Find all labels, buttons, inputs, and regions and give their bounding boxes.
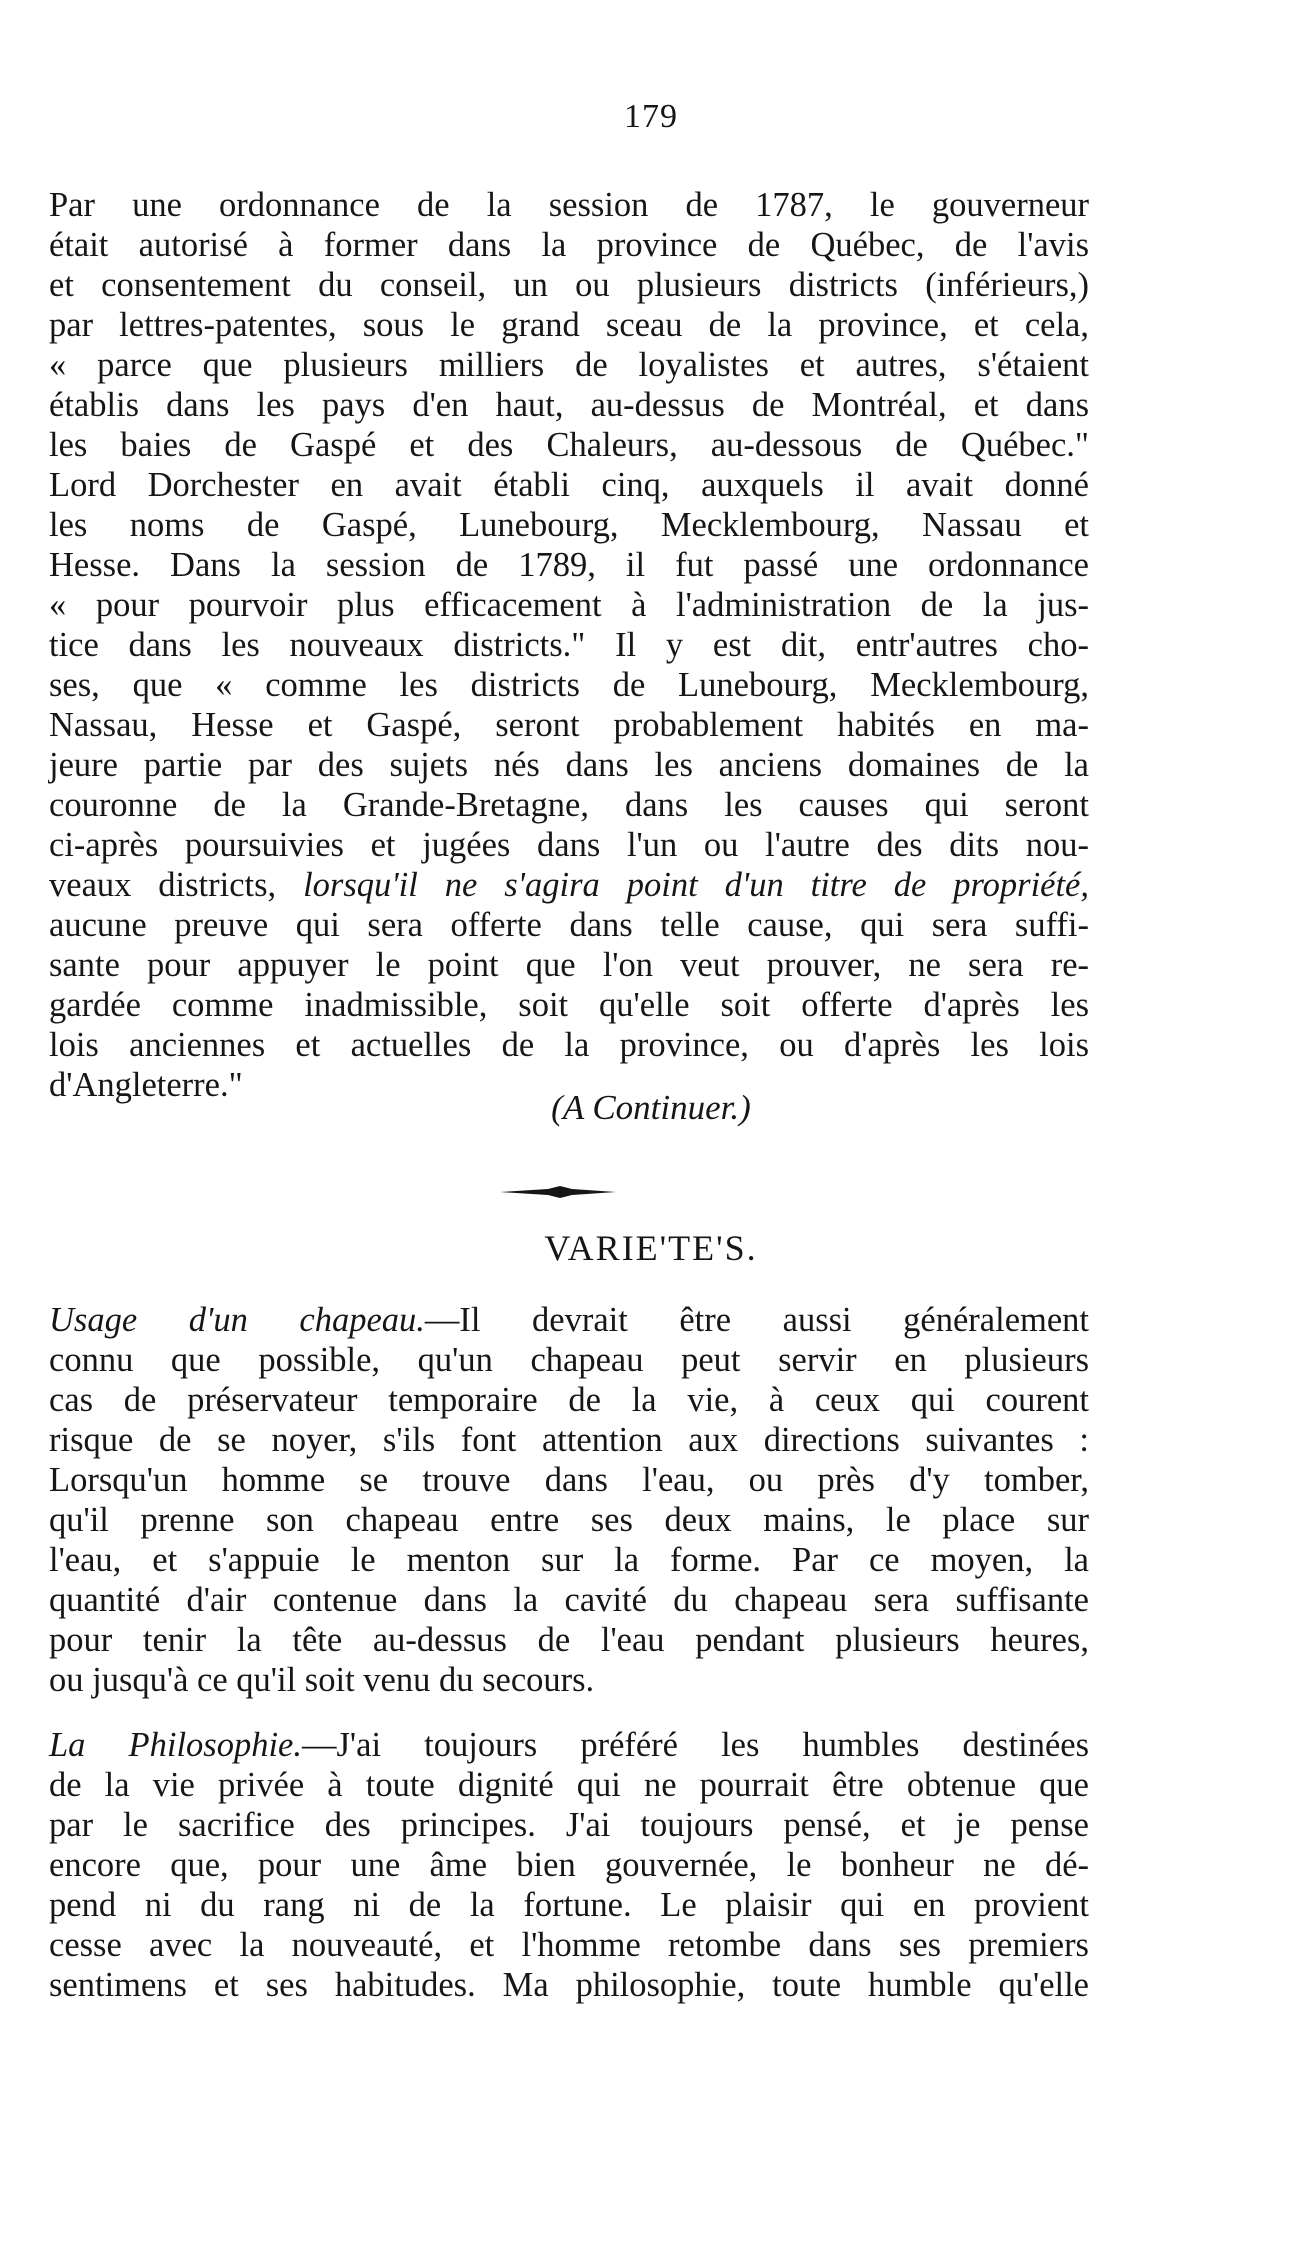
text-line: encore que, pour une âme bien gouvernée, le bonheur ne dé- (49, 1846, 1089, 1884)
text-line: Lorsqu'un homme se trouve dans l'eau, ou près d'y tomber, (49, 1461, 1089, 1499)
text-line: ses, que « comme les districts de Lunebourg, Mecklembourg, (49, 666, 1089, 704)
section-divider (498, 1180, 618, 1204)
text-line: risque de se noyer, s'ils font attention aux directions suivantes : (49, 1421, 1089, 1459)
text-line: pend ni du rang ni de la fortune. Le plaisir qui en provient (49, 1886, 1089, 1924)
text-line: de la vie privée à toute dignité qui ne pourrait être obtenue que (49, 1766, 1089, 1804)
text-line: jeure partie par des sujets nés dans les anciens domaines de la (49, 746, 1089, 784)
text-line (49, 1300, 1089, 1340)
text-line: Hesse. Dans la session de 1789, il fut passé une ordonnance (49, 546, 1089, 584)
text-line: les baies de Gaspé et des Chaleurs, au-dessous de Québec." (49, 426, 1089, 464)
chapeau-paragraph (49, 1300, 1089, 1700)
section-title: VARIE'TE'S. (544, 1228, 758, 1268)
text-line: ou jusqu'à ce qu'il soit venu du secours. (49, 1661, 595, 1699)
text-line: sante pour appuyer le point que l'on veut prouver, ne sera re- (49, 946, 1089, 984)
paragraph-heading: Usage d'un chapeau. (49, 1301, 425, 1339)
paragraph-heading: La Philosophie. (49, 1726, 302, 1764)
text-line: « pour pourvoir plus efficacement à l'administration de la jus- (49, 586, 1089, 624)
text-line: Nassau, Hesse et Gaspé, seront probablement habités en ma- (49, 706, 1089, 744)
philosophie-paragraph (49, 1725, 1089, 2005)
page-number: 179 (624, 98, 678, 135)
text-line: tice dans les nouveaux districts." Il y est dit, entr'autres cho- (49, 626, 1089, 664)
text-line: cesse avec la nouveauté, et l'homme retombe dans ses premiers (49, 1926, 1089, 1964)
text-line: établis dans les pays d'en haut, au-dessus de Montréal, et dans (49, 386, 1089, 424)
text-line: cas de préservateur temporaire de la vie, à ceux qui courent (49, 1381, 1089, 1419)
text-line: Lord Dorchester en avait établi cinq, auxquels il avait donné (49, 466, 1089, 504)
text-line: par le sacrifice des principes. J'ai toujours pensé, et je pense (49, 1806, 1089, 1844)
text-line: lois anciennes et actuelles de la province, ou d'après les lois (49, 1026, 1089, 1064)
text-fragment: —J'ai toujours préféré les humbles destinées (302, 1726, 1089, 1764)
continuation-note-text: (A Continuer.) (551, 1088, 751, 1127)
text-line: sentimens et ses habitudes. Ma philosophie, toute humble qu'elle (49, 1966, 1089, 2004)
text-line: « parce que plusieurs milliers de loyalistes et autres, s'étaient (49, 346, 1089, 384)
text-fragment: —Il devrait être aussi généralement (424, 1301, 1089, 1339)
continuation-note (0, 1088, 1302, 1128)
text-line: couronne de la Grande-Bretagne, dans les causes qui seront (49, 786, 1089, 824)
italic-phrase: lorsqu'il ne s'agira point d'un titre de propriété, (303, 866, 1089, 904)
text-line: quantité d'air contenue dans la cavité du chapeau sera suffisante (49, 1581, 1089, 1619)
text-line: aucune preuve qui sera offerte dans telle cause, qui sera suffi- (49, 906, 1089, 944)
article-paragraph (49, 185, 1089, 1105)
text-line: par lettres-patentes, sous le grand sceau de la province, et cela, (49, 306, 1089, 344)
text-fragment: veaux districts, (49, 866, 304, 904)
text-line: les noms de Gaspé, Lunebourg, Mecklembourg, Nassau et (49, 506, 1089, 544)
text-line: connu que possible, qu'un chapeau peut servir en plusieurs (49, 1341, 1089, 1379)
text-line-italic-phrase (49, 865, 1089, 905)
text-line (49, 1725, 1089, 1765)
text-line: Par une ordonnance de la session de 1787, le gouverneur (49, 186, 1089, 224)
text-line: pour tenir la tête au-dessus de l'eau pendant plusieurs heures, (49, 1621, 1089, 1659)
text-line: d'Angleterre." (49, 1066, 243, 1104)
text-line: était autorisé à former dans la province de Québec, de l'avis (49, 226, 1089, 264)
text-line: gardée comme inadmissible, soit qu'elle soit offerte d'après les (49, 986, 1089, 1024)
text-line: l'eau, et s'appuie le menton sur la forme. Par ce moyen, la (49, 1541, 1089, 1579)
text-line: qu'il prenne son chapeau entre ses deux mains, le place sur (49, 1501, 1089, 1539)
text-line: ci-après poursuivies et jugées dans l'un ou l'autre des dits nou- (49, 826, 1089, 864)
text-line: et consentement du conseil, un ou plusieurs districts (inférieurs,) (49, 266, 1089, 304)
